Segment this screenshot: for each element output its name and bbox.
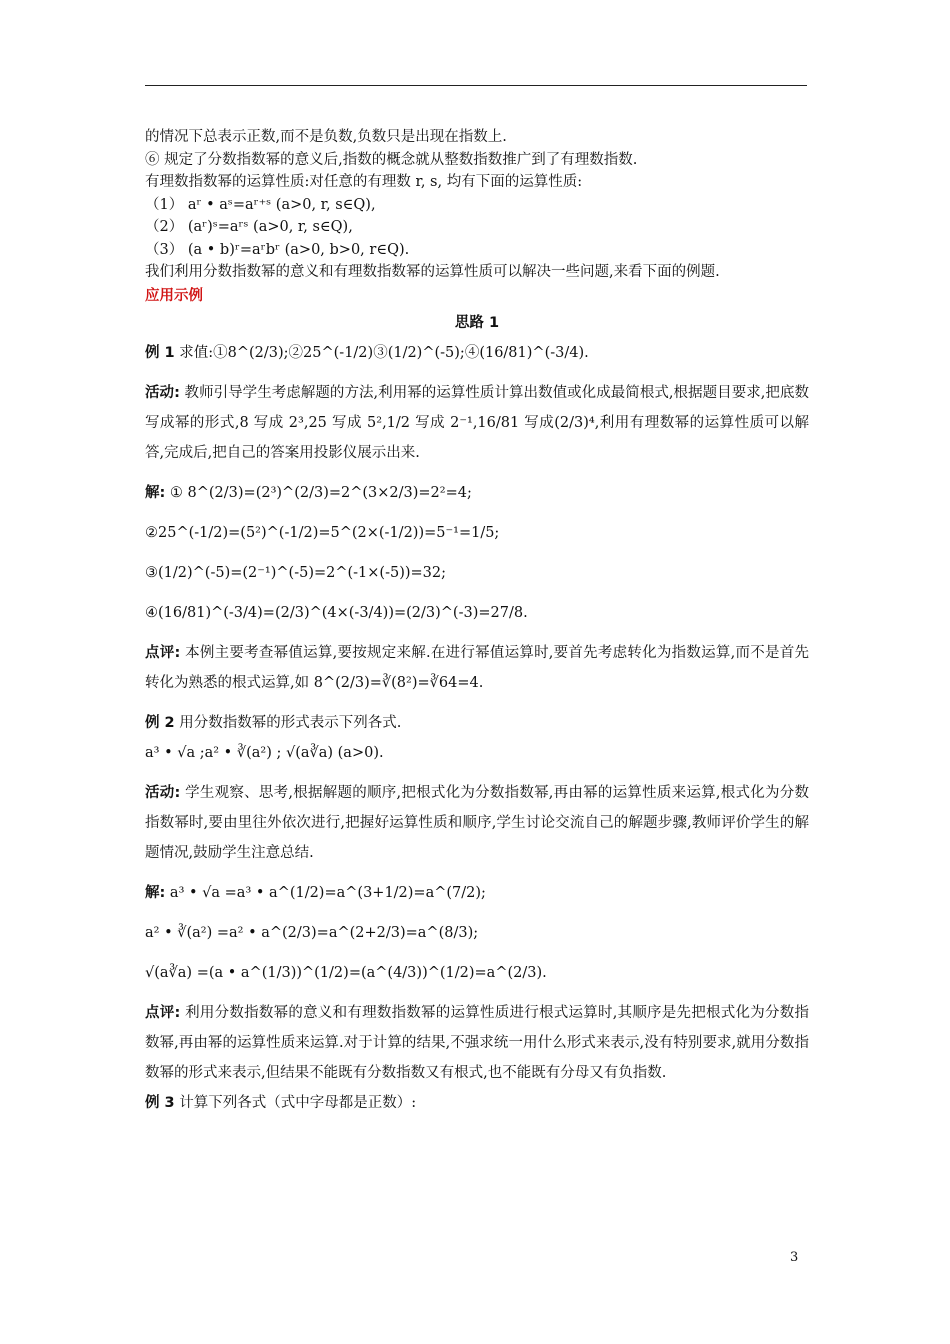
activity-label: 活动: (145, 784, 181, 801)
comment-2 (145, 998, 809, 1088)
solution-line: ③(1/2)^(-5)=(2⁻¹)^(-5)=2^(-1×(-5))=32; (145, 564, 447, 581)
comment-text: 本例主要考查幂值运算,要按规定来解.在进行幂值运算时,要首先考虑转化为指数运算,而不是首先转化为熟悉的根式运算,如 8^(2/3)=∛(8²)=∛64=4. (145, 644, 809, 691)
text-line: 有理数指数幂的运算性质:对任意的有理数 r, s, 均有下面的运算性质: (145, 174, 583, 190)
property-3: （3） (a • b)ʳ=aʳbʳ (a>0, b>0, r∈Q). (145, 241, 410, 258)
example-label: 例 1 (145, 344, 175, 361)
example-2-expr: a³ • √a ;a² • ∛(a²) ; √(a∛a) (a>0). (145, 744, 384, 761)
solution-line: ④(16/81)^(-3/4)=(2/3)^(4×(-3/4))=(2/3)^(-3)=27/8. (145, 604, 528, 621)
example-label: 例 2 (145, 714, 175, 731)
text-line: ⑥ 规定了分数指数幂的意义后,指数的概念就从整数指数推广到了有理数指数. (145, 151, 638, 168)
property-1: （1） aʳ • aˢ=aʳ⁺ˢ (a>0, r, s∈Q), (145, 196, 376, 213)
page-number: 3 (790, 1250, 799, 1265)
solution-line: ① 8^(2/3)=(2³)^(2/3)=2^(3×2/3)=2²=4; (169, 484, 472, 501)
property-2: （2） (aʳ)ˢ=aʳˢ (a>0, r, s∈Q), (145, 219, 353, 235)
solution-label: 解: (145, 884, 166, 901)
comment-1 (145, 638, 809, 698)
solution-line: √(a∛a) =(a • a^(1/3))^(1/2)=(a^(4/3))^(1/2)=a^(2/3). (145, 964, 547, 981)
header-rule (145, 85, 807, 86)
solution-2 (145, 878, 809, 908)
activity-1 (145, 378, 809, 468)
solution-1 (145, 478, 809, 508)
solution-line: a³ • √a =a³ • a^(1/2)=a^(3+1/2)=a^(7/2); (169, 884, 486, 901)
example-1 (145, 338, 809, 368)
comment-label: 点评: (145, 1004, 181, 1021)
activity-text: 学生观察、思考,根据解题的顺序,把根式化为分数指数幂,再由幂的运算性质来运算,根式化为分数指数幂时,要由里往外依次进行,把握好运算性质和顺序,学生讨论交流自己的解题步骤,教师评价学生的解题情况,鼓励学生注意总结. (145, 784, 809, 861)
section-title: 应用示例 (145, 287, 203, 304)
activity-text: 教师引导学生考虑解题的方法,利用幂的运算性质计算出数值或化成最简根式,根据题目要求,把底数写成幂的形式,8 写成 2³,25 写成 5²,1/2 写成 2⁻¹,16/81 写成(2/3)⁴,利用有理数幂的运算性质可以解答,完成后,把自己的答案用投影仪展示出来. (145, 384, 809, 461)
activity-label: 活动: (145, 384, 180, 401)
comment-text: 利用分数指数幂的意义和有理数指数幂的运算性质进行根式运算时,其顺序是先把根式化为分数指数幂,再由幂的运算性质来运算.对于计算的结果,不强求统一用什么形式来表示,没有特别要求,就用分数指数幂的形式来表示,但结果不能既有分数指数又有根式,也不能既有分母又有负指数. (145, 1004, 809, 1081)
example-label: 例 3 (145, 1094, 175, 1111)
page-content (145, 126, 809, 1118)
example-3 (145, 1088, 809, 1118)
solution-line: a² • ∛(a²) =a² • a^(2/3)=a^(2+2/3)=a^(8/3); (145, 924, 479, 941)
activity-2 (145, 778, 809, 868)
subtitle: 思路 1 (454, 314, 500, 331)
comment-label: 点评: (145, 644, 181, 661)
example-2 (145, 708, 809, 738)
example-text: 用分数指数幂的形式表示下列各式. (179, 714, 402, 731)
text-line: 我们利用分数指数幂的意义和有理数指数幂的运算性质可以解决一些问题,来看下面的例题. (145, 264, 720, 280)
example-text: 计算下列各式（式中字母都是正数）: (179, 1094, 417, 1111)
solution-label: 解: (145, 484, 166, 501)
example-text: 求值:①8^(2/3);②25^(-1/2)③(1/2)^(-5);④(16/81)^(-3/4). (179, 344, 589, 361)
text-line: 的情况下总表示正数,而不是负数,负数只是出现在指数上. (145, 129, 507, 145)
solution-line: ②25^(-1/2)=(5²)^(-1/2)=5^(2×(-1/2))=5⁻¹=1/5; (145, 524, 500, 541)
